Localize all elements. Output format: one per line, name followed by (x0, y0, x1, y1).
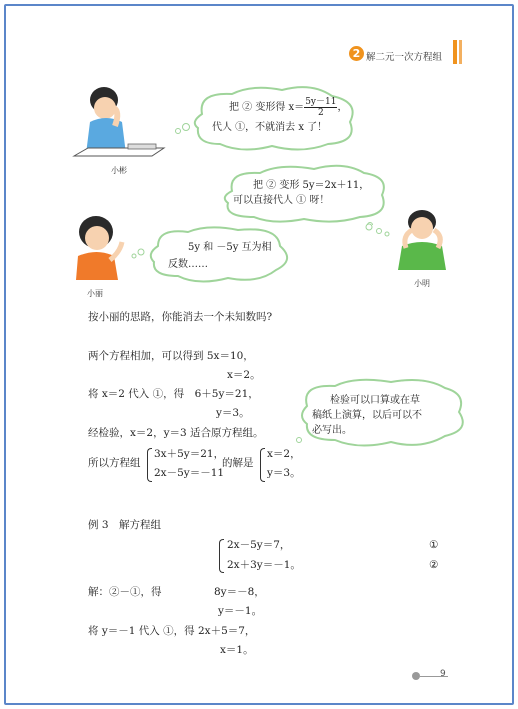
bubble2-line1: 把 ② 变形 5y＝2x＋11， (253, 180, 370, 191)
chapter-number-badge: 2 (349, 46, 364, 61)
equation-tag: ② (429, 559, 439, 571)
header-accent-bar (453, 40, 457, 64)
boy-thinking-illustration (392, 206, 454, 276)
girl-illustration (70, 212, 130, 284)
bubble4-line3: 必写出。 (312, 425, 352, 436)
bubble1-line1: 把 ② 变形得 x＝ $\frac{5y-11}{2}$ ， (229, 97, 348, 118)
equation: 2x－5y＝7， (227, 539, 291, 551)
solution-line: 两个方程相加，可以得到 5x＝10， (88, 350, 254, 362)
solution-line: 将 y＝－1 代入 ①，得 2x＋5＝7， (88, 625, 256, 637)
solution-brace (260, 448, 265, 482)
bubble4-line2: 稿纸上演算，以后可以不 (312, 410, 422, 421)
equation: 3x＋5y＝21， (154, 448, 225, 460)
equation: 2x－5y＝－11 (154, 467, 225, 479)
equation: x＝2， (267, 448, 301, 460)
equation: y＝3。 (267, 467, 301, 479)
solution-line: 解：②－①，得 (88, 586, 162, 598)
page-marker-dot (412, 672, 420, 680)
system-brace (219, 539, 224, 573)
bubble2-line2: 可以直接代人 ① 呀！ (233, 195, 330, 206)
bubble3-line2: 反数…… (168, 259, 208, 270)
name-label-boy1: 小彬 (111, 166, 127, 175)
name-label-boy2: 小明 (414, 279, 430, 288)
solution-label: 的解是 (222, 457, 254, 469)
solution-line: 将 x＝2 代入 ①，得 6＋5y＝21， (88, 388, 259, 400)
equation-tag: ① (429, 539, 439, 551)
solution-line: y＝3。 (216, 407, 250, 419)
bubble3-line1: 5y 和 －5y 互为相 (188, 242, 272, 253)
solution-line: 8y＝－8， (214, 586, 265, 598)
solution-line: 经检验，x＝2，y＝3 适合原方程组。 (88, 427, 264, 439)
chapter-title: 解二元一次方程组 (366, 52, 443, 63)
header-accent-bar-light (459, 40, 462, 64)
fraction: $\frac{5y-11}{2}$ (305, 97, 337, 118)
solution-line: x＝2。 (227, 369, 261, 381)
bubble1-line2: 代人 ①，不就消去 x 了！ (212, 122, 328, 133)
bubble4-line1: 检验可以口算或在草 (330, 395, 420, 406)
question-text: 按小丽的思路，你能消去一个未知数吗? (88, 311, 273, 323)
equation: 2x＋3y＝－1。 (227, 559, 301, 571)
system-label: 所以方程组 (88, 457, 141, 469)
system-brace (147, 448, 152, 482)
boy-at-desk-illustration (68, 82, 168, 162)
solution-line: y＝－1。 (218, 605, 263, 617)
page-number: 9 (440, 669, 446, 679)
example-heading: 例 3 解方程组 (88, 519, 162, 531)
thought-bubble-1 (172, 84, 362, 152)
name-label-girl: 小丽 (87, 289, 103, 298)
solution-line: x＝1。 (220, 644, 254, 656)
